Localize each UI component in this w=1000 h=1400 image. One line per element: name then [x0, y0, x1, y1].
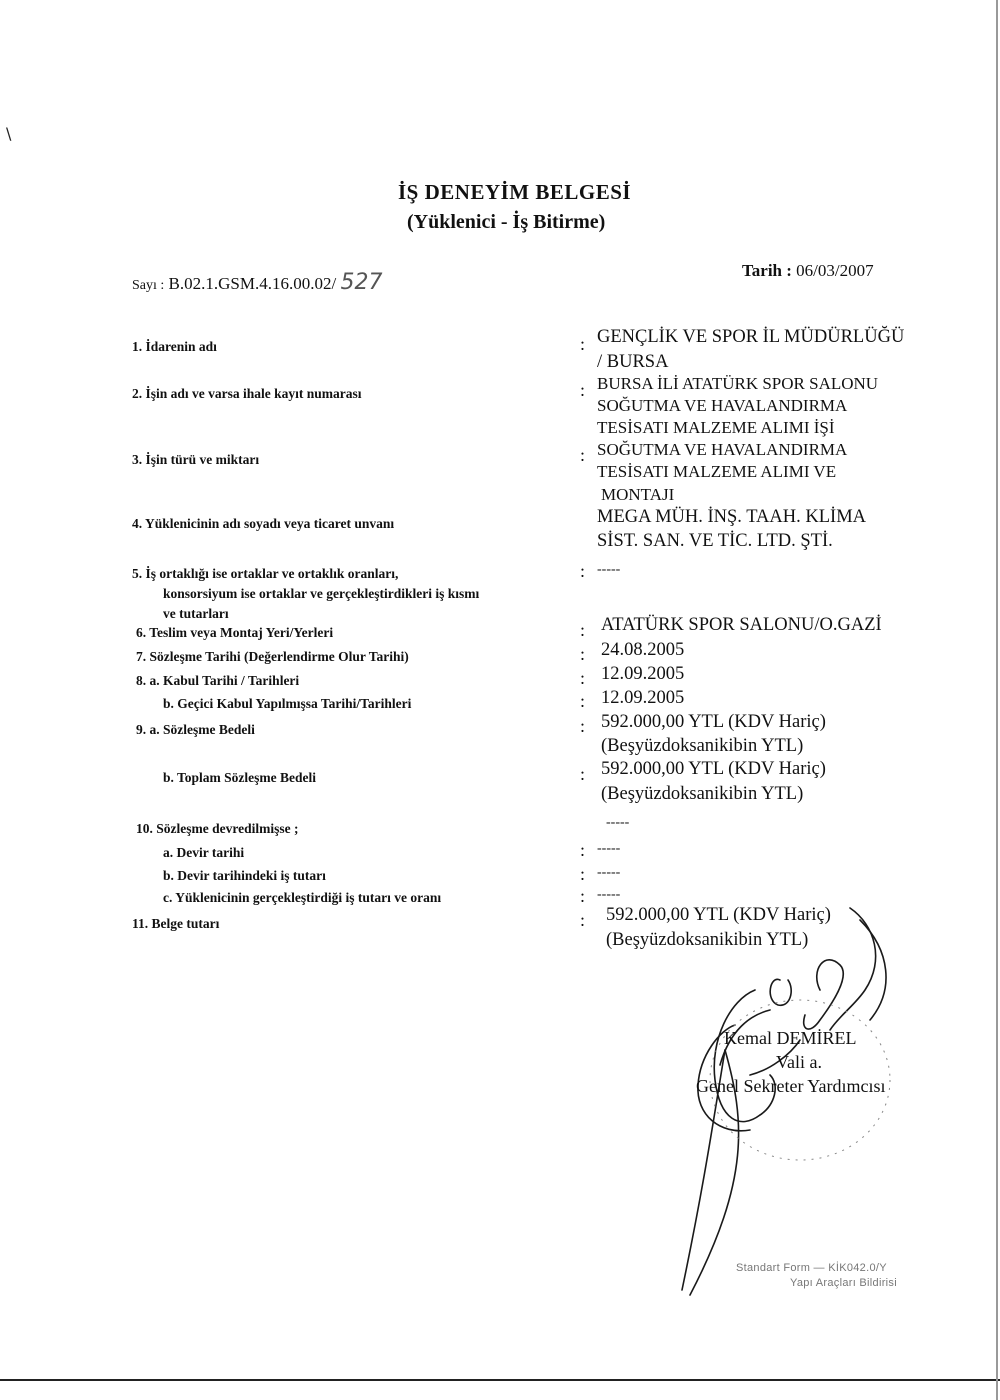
item-10c-value: ----- [597, 887, 621, 902]
sayi-label: Sayı : [132, 278, 165, 293]
item-10c-colon: : [580, 886, 586, 906]
item-3-value-line1: SOĞUTMA VE HAVALANDIRMA [597, 440, 848, 459]
signatory-title1: Vali a. [776, 1052, 822, 1072]
item-6-colon: : [580, 620, 586, 640]
item-1-label: 1. İdarenin adı [132, 339, 217, 354]
item-9a-colon: : [580, 716, 586, 736]
item-11-value-line2: (Beşyüzdoksanikibin YTL) [606, 930, 809, 950]
item-3-value-line2: TESİSATI MALZEME ALIMI VE [597, 462, 837, 481]
scan-right-edge [996, 0, 998, 1400]
sayi-handwritten: 527 [340, 270, 383, 295]
sayi-value: B.02.1.GSM.4.16.00.02/ [168, 274, 337, 293]
footer-form-name: Yapı Araçları Bildirisi [790, 1277, 897, 1289]
tarih-label: Tarih : [742, 261, 792, 280]
item-9a-label: 9. a. Sözleşme Bedeli [136, 722, 255, 737]
item-5-label-line3: ve tutarları [163, 606, 229, 621]
item-5-label-line2: konsorsiyum ise ortaklar ve gerçekleştirdikleri iş kısmı [163, 586, 480, 601]
item-9b-value-line1: 592.000,00 YTL (KDV Hariç) [601, 759, 826, 779]
document-title: İŞ DENEYİM BELGESİ [398, 180, 632, 204]
item-9b-label: b. Toplam Sözleşme Bedeli [163, 770, 317, 785]
item-9a-value-line2: (Beşyüzdoksanikibin YTL) [601, 736, 804, 756]
item-1-value-line1: GENÇLİK VE SPOR İL MÜDÜRLÜĞÜ [597, 327, 905, 347]
signatory-title2: Genel Sekreter Yardımcısı [696, 1076, 886, 1096]
item-9b-value-line2: (Beşyüzdoksanikibin YTL) [601, 784, 804, 804]
item-8b-value: 12.09.2005 [601, 688, 685, 708]
item-10b-colon: : [580, 864, 586, 884]
signatory-name: Kemal DEMİREL [724, 1028, 857, 1048]
item-2-value-line2: SOĞUTMA VE HAVALANDIRMA [597, 396, 848, 415]
item-10a-value: ----- [597, 841, 621, 856]
footer-form-code: Standart Form — KİK042.0/Y [736, 1262, 887, 1274]
item-9a-value-line1: 592.000,00 YTL (KDV Hariç) [601, 712, 826, 732]
item-10-value: ----- [606, 815, 630, 830]
item-8a-value: 12.09.2005 [601, 664, 685, 684]
scan-bottom-edge [0, 1379, 1000, 1381]
item-7-value: 24.08.2005 [601, 640, 685, 660]
item-11-label: 11. Belge tutarı [132, 916, 220, 931]
reference-number-row [132, 270, 382, 295]
item-2-value-line3: TESİSATI MALZEME ALIMI İŞİ [597, 418, 835, 437]
item-10a-label: a. Devir tarihi [163, 845, 245, 860]
item-6-label: 6. Teslim veya Montaj Yeri/Yerleri [136, 625, 334, 640]
item-10c-label: c. Yüklenicinin gerçekleştirdiği iş tutarı ve oranı [163, 890, 442, 905]
item-10a-colon: : [580, 840, 586, 860]
item-5-colon: : [580, 561, 586, 581]
scan-mark: \ [6, 124, 12, 143]
item-4-label: 4. Yüklenicinin adı soyadı veya ticaret unvanı [132, 516, 395, 531]
item-7-colon: : [580, 644, 586, 664]
item-3-value-line3: MONTAJI [601, 485, 675, 504]
item-8b-colon: : [580, 691, 586, 711]
item-1-colon: : [580, 334, 586, 354]
item-11-colon: : [580, 910, 586, 930]
tarih-value: 06/03/2007 [796, 261, 874, 280]
item-11-value-line1: 592.000,00 YTL (KDV Hariç) [606, 905, 831, 925]
item-3-colon: : [580, 445, 586, 465]
item-4-value-line1: MEGA MÜH. İNŞ. TAAH. KLİMA [597, 507, 866, 527]
item-5-value: ----- [597, 562, 621, 577]
item-2-label: 2. İşin adı ve varsa ihale kayıt numarası [132, 386, 362, 401]
document-subtitle: (Yüklenici - İş Bitirme) [407, 211, 606, 233]
item-1-value-line2: / BURSA [597, 352, 669, 372]
item-8a-label: 8. a. Kabul Tarihi / Tarihleri [136, 673, 300, 688]
item-9b-colon: : [580, 764, 586, 784]
item-10-label: 10. Sözleşme devredilmişse ; [136, 821, 299, 836]
item-7-label: 7. Sözleşme Tarihi (Değerlendirme Olur Tarihi) [136, 649, 409, 664]
item-8a-colon: : [580, 668, 586, 688]
date-row [742, 261, 874, 281]
item-6-value: ATATÜRK SPOR SALONU/O.GAZİ [601, 615, 882, 635]
item-10b-label: b. Devir tarihindeki iş tutarı [163, 868, 326, 883]
item-8b-label: b. Geçici Kabul Yapılmışsa Tarihi/Tarihleri [163, 696, 412, 711]
item-3-label: 3. İşin türü ve miktarı [132, 452, 260, 467]
item-2-colon: : [580, 380, 586, 400]
item-10b-value: ----- [597, 865, 621, 880]
item-4-value-line2: SİST. SAN. VE TİC. LTD. ŞTİ. [597, 531, 833, 551]
item-2-value-line1: BURSA İLİ ATATÜRK SPOR SALONU [597, 374, 879, 393]
item-5-label: 5. İş ortaklığı ise ortaklar ve ortaklık oranları, [132, 566, 399, 581]
